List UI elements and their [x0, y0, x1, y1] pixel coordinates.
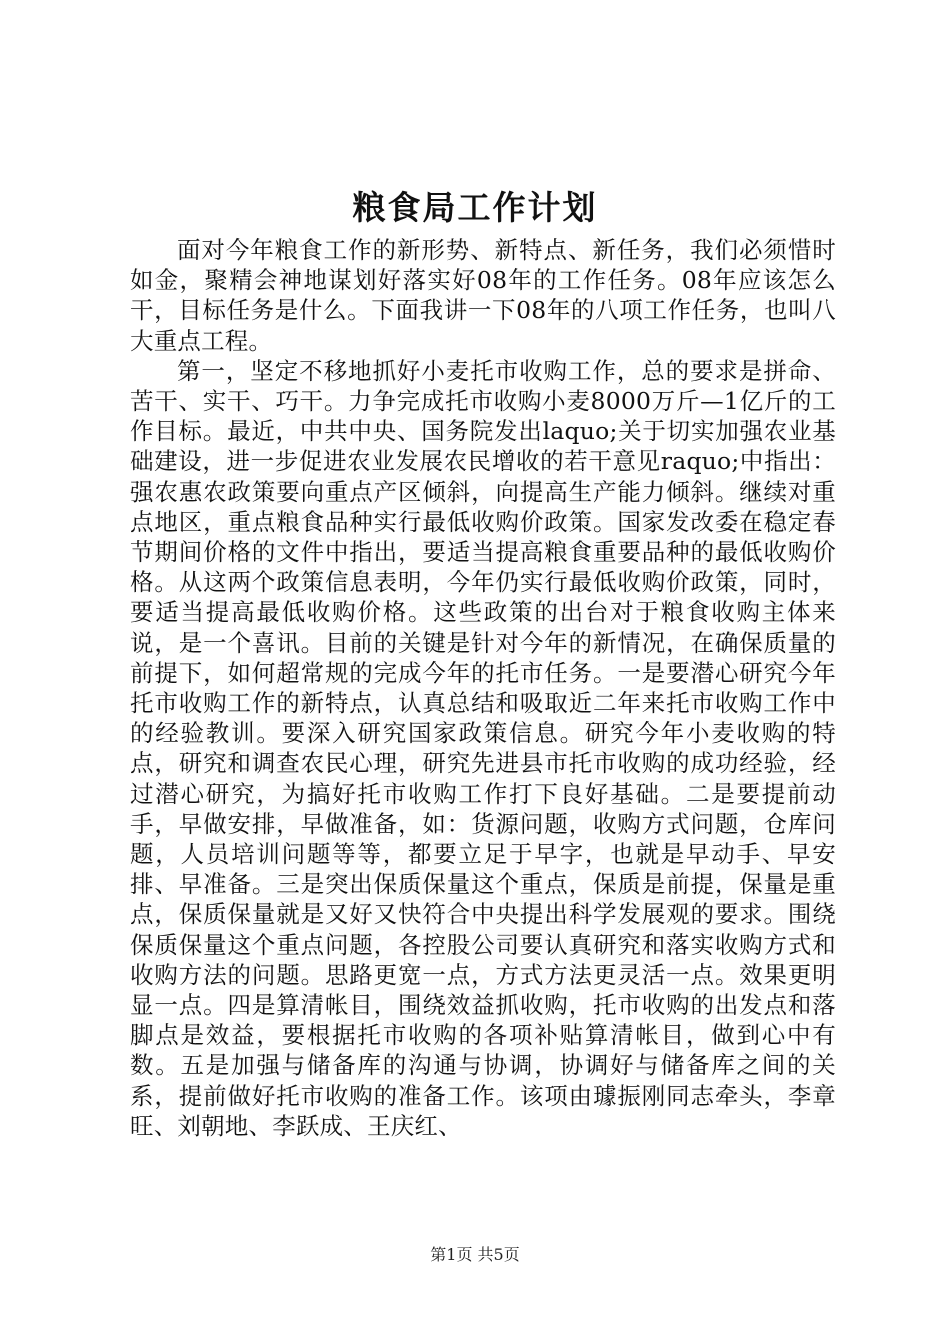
document-body: [130, 235, 836, 1141]
paragraph-intro: 面对今年粮食工作的新形势、新特点、新任务，我们必须惜时如金，聚精会神地谋划好落实好08年的工作任务。08年应该怎么干，目标任务是什么。下面我讲一下08年的八项工作任务，也叫八大重点工程。: [130, 236, 836, 355]
paragraph-first-task: 第一，坚定不移地抓好小麦托市收购工作，总的要求是拼命、苦干、实干、巧干。力争完成托市收购小麦8000万斤—1亿斤的工作目标。最近，中共中央、国务院发出laquo;关于切实加强农业基础建设，进一步促进农业发展农民增收的若干意见raquo;中指出：强农惠农政策要向重点产区倾斜，向提高生产能力倾斜。继续对重点地区，重点粮食品种实行最低收购价政策。国家发改委在稳定春节期间价格的文件中指出，要适当提高粮食重要品种的最低收购价格。从这两个政策信息表明，今年仍实行最低收购价政策，同时，要适当提高最低收购价格。这些政策的出台对于粮食收购主体来说，是一个喜讯。目前的关键是针对今年的新情况，在确保质量的前提下，如何超常规的完成今年的托市任务。一是要潜心研究今年托市收购工作的新特点，认真总结和吸取近二年来托市收购工作中的经验教训。要深入研究国家政策信息。研究今年小麦收购的特点，研究和调查农民心理，研究先进县市托市收购的成功经验，经过潜心研究，为搞好托市收购工作打下良好基础。二是要提前动手，早做安排，早做准备，如：货源问题，收购方式问题，仓库问题，人员培训问题等等，都要立足于早字，也就是早动手、早安排、早准备。三是突出保质保量这个重点，保质是前提，保量是重点，保质保量就是又好又快符合中央提出科学发展观的要求。围绕保质保量这个重点问题，各控股公司要认真研究和落实收购方式和收购方法的问题。思路更宽一点，方式方法更灵活一点。效果更明显一点。四是算清帐目，围绕效益抓收购，托市收购的出发点和落脚点是效益，要根据托市收购的各项补贴算清帐目，做到心中有数。五是加强与储备库的沟通与协调，协调好与储备库之间的关系，提前做好托市收购的准备工作。该项由璩振刚同志牵头，李章旺、刘朝地、李跃成、王庆红、: [130, 356, 836, 1140]
page-footer: 第1页 共5页: [430, 1245, 520, 1264]
document-title: 粮食局工作计划: [352, 188, 598, 227]
